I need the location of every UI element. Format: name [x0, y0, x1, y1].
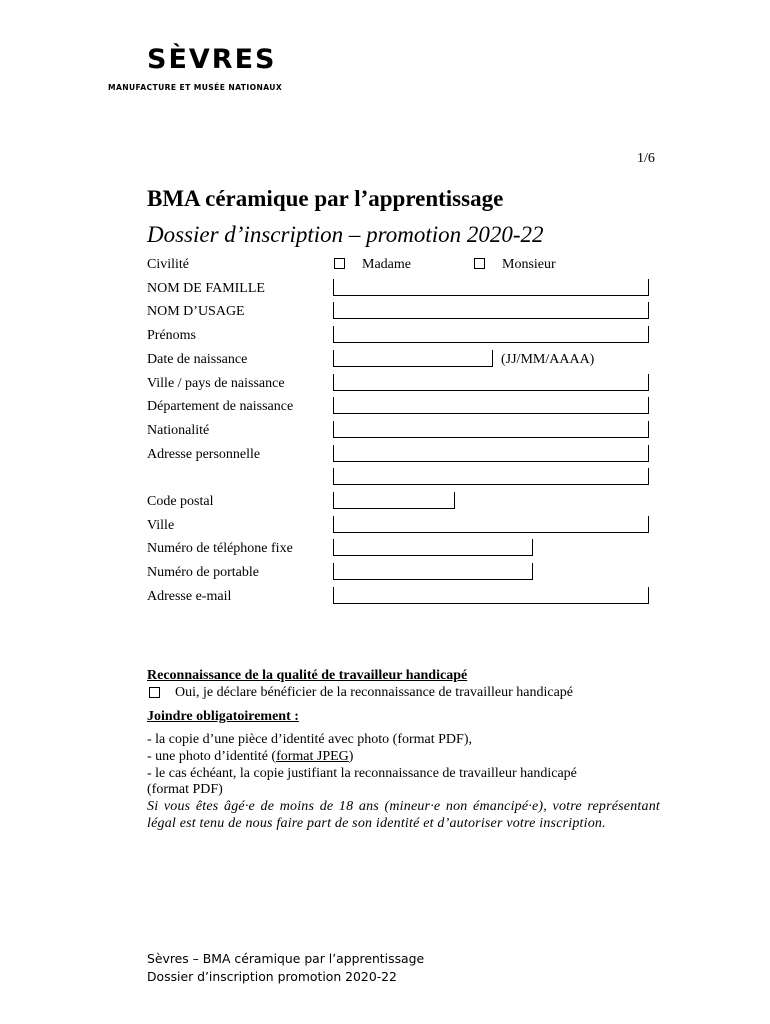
monsieur-checkbox[interactable] [474, 258, 485, 269]
email-field[interactable] [333, 587, 649, 604]
document-subtitle: Dossier d’inscription – promotion 2020-22 [147, 222, 544, 247]
form-row-departement [0, 397, 770, 417]
handicap-checkbox-label: Oui, je déclare bénéficier de la reconnaissance de travailleur handicapé [175, 685, 574, 700]
tel-fixe-field[interactable] [333, 539, 533, 556]
attachment-item-id: - la copie d’une pièce d’identité avec photo (format PDF), [147, 732, 472, 747]
form-row-adresse [0, 445, 770, 465]
logo-subtitle: MANUFACTURE ET MUSÉE NATIONAUX [108, 83, 283, 92]
footer-line2: Dossier d’inscription promotion 2020-22 [147, 969, 397, 984]
field-label: Numéro de téléphone fixe [147, 541, 293, 556]
handicap-heading: Reconnaissance de la qualité de travailleur handicapé [147, 668, 468, 683]
code-postal-field[interactable] [333, 492, 455, 509]
form-row-code-postal [0, 492, 770, 512]
attachment-item-rqth-line1: - le cas échéant, la copie justifiant la reconnaissance de travailleur handicapé [147, 766, 577, 781]
field-label: Adresse e-mail [147, 589, 232, 604]
adresse-line2-field[interactable] [333, 468, 649, 485]
departement-field[interactable] [333, 397, 649, 414]
attachment-item-photo [147, 749, 353, 765]
minor-note: Si vous êtes âgé·e de moins de 18 ans (mineur·e non émancipé·e), votre représentant légal est tenu de nous faire part de son identité et d’autoriser votre inscription. [147, 799, 660, 831]
date-naissance-field[interactable] [333, 350, 493, 367]
form-row-date-naissance [0, 350, 770, 370]
ville-naissance-field[interactable] [333, 374, 649, 391]
monsieur-label: Monsieur [502, 257, 556, 272]
field-label: Numéro de portable [147, 565, 259, 580]
form-row-email [0, 587, 770, 607]
logo-title: SÈVRES [147, 44, 277, 75]
page-number: 1/6 [637, 151, 655, 166]
ville-field[interactable] [333, 516, 649, 533]
civilite-label: Civilité [147, 257, 189, 272]
attachments-heading: Joindre obligatoirement : [147, 709, 299, 724]
form-row-nationalite [0, 421, 770, 441]
attachment-item-photo-suffix: ) [348, 749, 354, 764]
form-row-nom-famille [0, 279, 770, 299]
madame-checkbox[interactable] [334, 258, 345, 269]
civilite-row [0, 255, 770, 275]
form-row-ville-naissance [0, 374, 770, 394]
field-label: NOM D’USAGE [147, 304, 245, 319]
attachment-item-photo-prefix: - une photo d’identité ( [147, 749, 277, 764]
form-row-nom-usage [0, 302, 770, 322]
form-row-prenoms [0, 326, 770, 346]
adresse-field[interactable] [333, 445, 649, 462]
form-row-tel-fixe [0, 539, 770, 559]
form-row-ville [0, 516, 770, 536]
form-row-adresse-2 [0, 468, 770, 488]
field-label: Prénoms [147, 328, 196, 343]
field-label: Code postal [147, 494, 214, 509]
field-label: Département de naissance [147, 399, 294, 414]
nationalite-field[interactable] [333, 421, 649, 438]
footer-line1: Sèvres – BMA céramique par l’apprentissage [147, 951, 425, 966]
portable-field[interactable] [333, 563, 533, 580]
prenoms-field[interactable] [333, 326, 649, 343]
field-label: Ville [147, 518, 175, 533]
field-label: Ville / pays de naissance [147, 376, 285, 391]
format-jpeg-link[interactable]: format JPEG [276, 749, 349, 764]
nom-usage-field[interactable] [333, 302, 649, 319]
field-label: Date de naissance [147, 352, 248, 367]
handicap-row [147, 685, 747, 703]
field-label: NOM DE FAMILLE [147, 281, 265, 296]
attachment-item-rqth-line2: (format PDF) [147, 782, 223, 797]
field-label: Adresse personnelle [147, 447, 261, 462]
date-format-hint: (JJ/MM/AAAA) [501, 352, 595, 367]
form-row-portable [0, 563, 770, 583]
madame-label: Madame [362, 257, 411, 272]
document-title: BMA céramique par l’apprentissage [147, 186, 504, 211]
handicap-checkbox[interactable] [149, 687, 160, 698]
nom-famille-field[interactable] [333, 279, 649, 296]
field-label: Nationalité [147, 423, 210, 438]
